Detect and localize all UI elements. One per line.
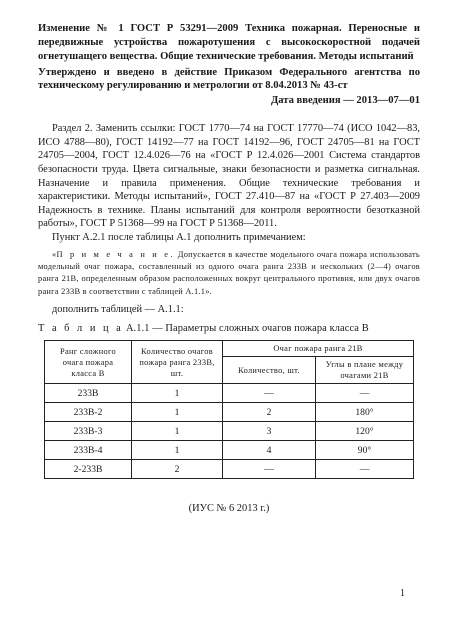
header-21b-group: Очаг пожара ранга 21В [223, 341, 414, 357]
cell-angle: 90° [316, 441, 414, 460]
table-row [45, 441, 414, 460]
amendment-title: Изменение № 1 ГОСТ Р 53291—2009 Техника пожарная. Переносные и передвижные устройства пожаротушения с высокоскоростной подачей огнетушащего вещества. Общие технические требования. Методы испытаний [38, 23, 420, 63]
fire-parameters-table [44, 340, 414, 479]
cell-angle: — [316, 460, 414, 479]
header-rank: Ранг сложного очага пожара класса В [45, 341, 132, 384]
section-2-paragraph: Раздел 2. Заменить ссылки: ГОСТ 1770—74 на ГОСТ 17770—74 (ИСО 1042—83, ИСО 4788—80), ГОСТ 14192—77 на ГОСТ 14192—96, ГОСТ 24705—81 на ГОСТ 24705—2004, ГОСТ 12.4.026—76 на «ГОСТ Р 12.4.026—2001 Система стандартов безопасности труда. Цвета сигнальные, знаки безопасности и разметка сигнальная. Назначение и правила применения. Общие технические требования и характеристики. Методы испытаний», ГОСТ 27.410—87 на «ГОСТ Р 27.403—2009 Надежность в технике. Планы испытаний для контроля вероятности безотказной работы», ГОСТ Р 51368—99 на ГОСТ Р 51368—2011. [38, 123, 420, 230]
cell-count: 2 [132, 460, 223, 479]
table-header-row [45, 341, 414, 357]
cell-angle: 120° [316, 422, 414, 441]
cell-rank: 233В [45, 384, 132, 403]
cell-rank: 2-233В [45, 460, 132, 479]
cell-angle: — [316, 384, 414, 403]
cell-sub-count: — [223, 384, 316, 403]
table-caption-text: А.1.1 — Параметры сложных очагов пожара класса В [125, 323, 369, 335]
cell-count: 1 [132, 403, 223, 422]
cell-count: 1 [132, 384, 223, 403]
cell-angle: 180° [316, 403, 414, 422]
table-row [45, 422, 414, 441]
supplement-line: дополнить таблицей — А.1.1: [52, 304, 184, 316]
cell-sub-count: 4 [223, 441, 316, 460]
header-sub-count: Количество, шт. [223, 357, 316, 384]
document-page [38, 22, 420, 514]
cell-rank: 233В-4 [45, 441, 132, 460]
cell-count: 1 [132, 422, 223, 441]
header-angles: Углы в плане между очагами 21В [316, 357, 414, 384]
approval-statement: Утверждено и введено в действие Приказом Федерального агентства по техническому регулированию и метрологии от 8.04.2013 № 43-ст [38, 66, 420, 92]
cell-rank: 233В-2 [45, 403, 132, 422]
clause-a21-paragraph: Пункт А.2.1 после таблицы А.1 дополнить примечанием: [52, 231, 306, 243]
cell-sub-count: 3 [223, 422, 316, 441]
header-count-233: Количество очагов пожара ранга 233В, шт. [132, 341, 223, 384]
page-number: 1 [400, 588, 405, 599]
cell-count: 1 [132, 441, 223, 460]
note-text: Допускается в качестве модельного очага пожара использовать модельный очаг пожара, составленный из одного очага ранга 233В и нескольких (2—4) очагов ранга 21В, определенным образом расположенных вокруг центрального противня, или двух очагов ранга 233В в соответствии с таблицей А.1.1». [38, 249, 420, 296]
effective-date: Дата введения — 2013—07—01 [270, 95, 420, 107]
ius-reference: (ИУС № 6 2013 г.) [188, 503, 270, 515]
cell-rank: 233В-3 [45, 422, 132, 441]
table-row [45, 460, 414, 479]
note-label: П р и м е ч а н и е. [56, 249, 176, 259]
table-row [45, 403, 414, 422]
table-row [45, 384, 414, 403]
note-block: «П р и м е ч а н и е. Допускается в качестве модельного очага пожара использовать модельный очаг пожара, составленный из одного очага ранга 233В и нескольких (2—4) очагов ранга 21В, определенным образом расположенных вокруг центрального противня, или двух очагов ранга 233В в соответствии с таблицей А.1.1». [38, 249, 420, 296]
cell-sub-count: — [223, 460, 316, 479]
cell-sub-count: 2 [223, 403, 316, 422]
table-caption-prefix: Т а б л и ц а [38, 323, 124, 335]
table-caption [38, 323, 420, 334]
